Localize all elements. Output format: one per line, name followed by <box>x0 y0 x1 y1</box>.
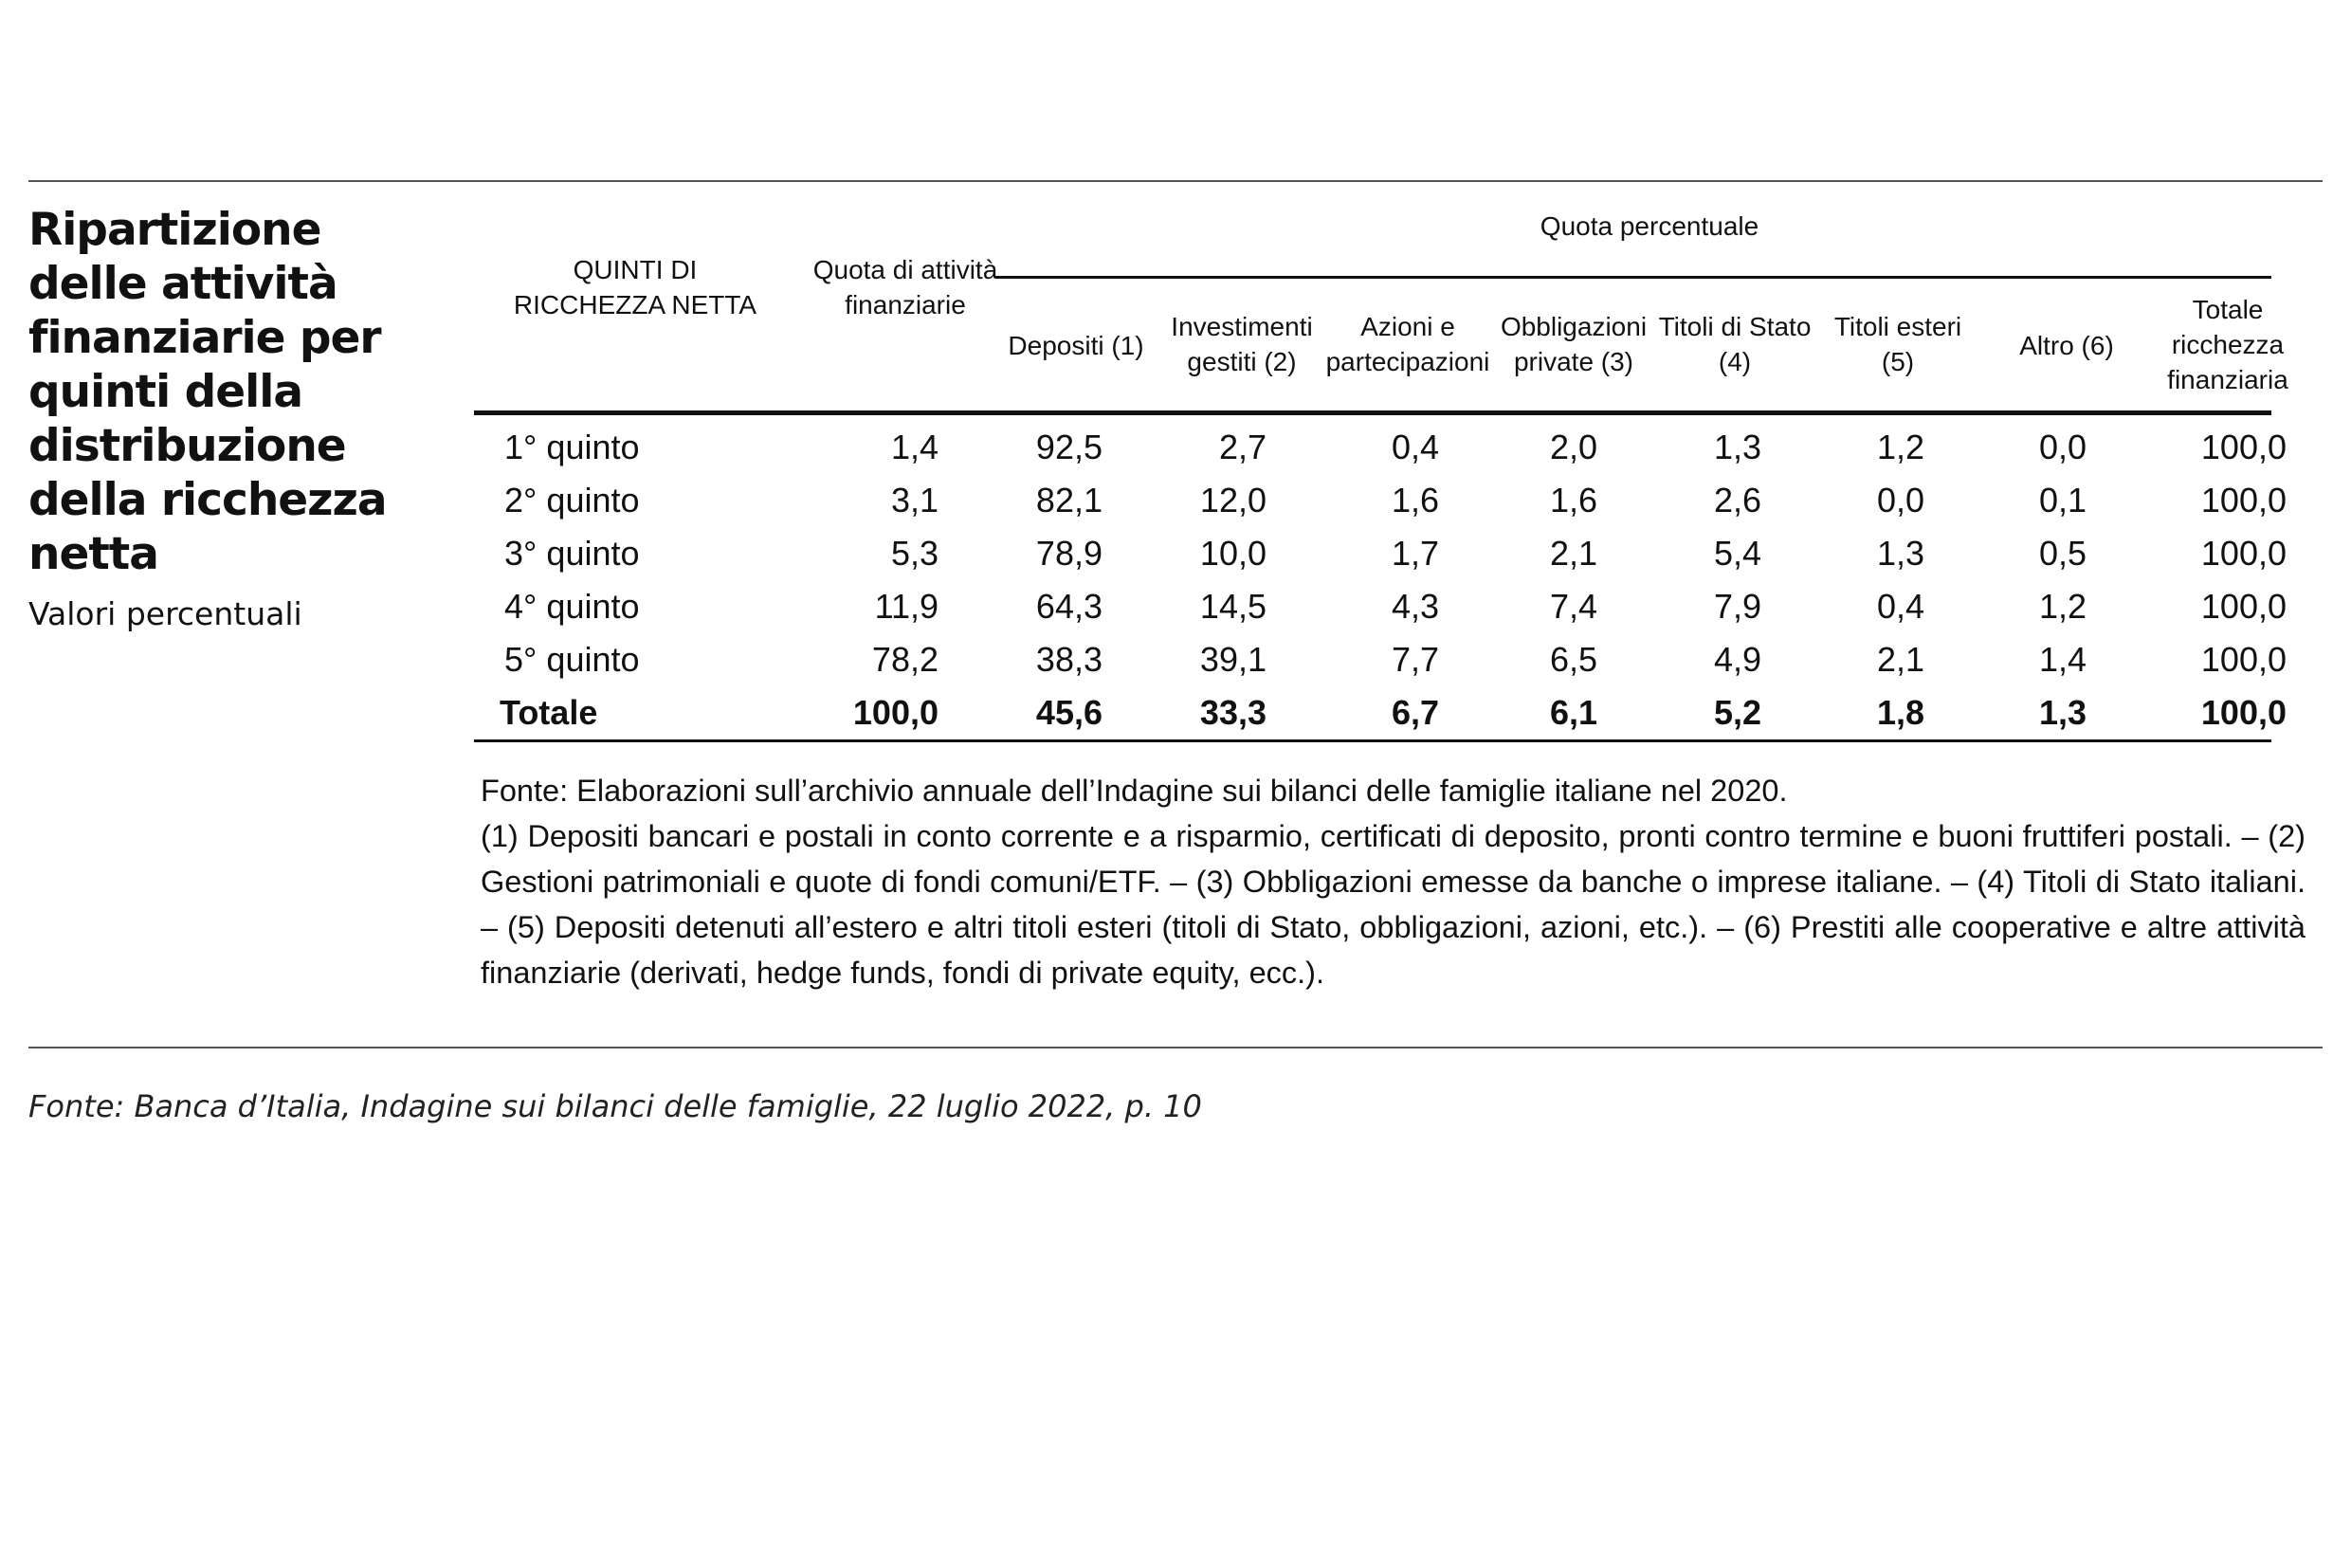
table-cell: 1,8 <box>1876 693 1924 732</box>
table-cell: 100,0 <box>2200 481 2287 520</box>
table-cell: 6,7 <box>1391 693 1439 732</box>
table-cell: 5,4 <box>1713 534 1761 573</box>
table-cell: 1,4 <box>890 428 939 466</box>
table-cell: 100,0 <box>2200 693 2287 732</box>
row-label: 5° quinto <box>504 640 640 679</box>
table-cell: 39,1 <box>1199 640 1267 679</box>
row-label: Totale <box>500 693 598 732</box>
table-row <box>474 421 2287 474</box>
table-cell: 100,0 <box>852 693 939 732</box>
table-cell: 33,3 <box>1199 693 1267 732</box>
table-cell: 2,6 <box>1713 481 1761 520</box>
table-cell: 0,0 <box>2038 428 2087 466</box>
top-divider <box>28 180 2323 182</box>
group-header-line <box>995 276 2271 279</box>
table-cell: 12,0 <box>1199 481 1267 520</box>
side-subtitle: Valori percentuali <box>28 595 302 632</box>
table-cell: 92,5 <box>1035 428 1103 466</box>
header-quintile: QUINTI DI RICCHEZZA NETTA <box>513 255 757 319</box>
header-totale: Totale ricchezza finanziaria <box>2167 295 2288 394</box>
table-row <box>474 527 2287 580</box>
table-cell: 7,9 <box>1713 587 1761 626</box>
table-cell: 0,1 <box>2038 481 2087 520</box>
row-label: 2° quinto <box>504 481 640 520</box>
table-total-row <box>474 686 2287 739</box>
table-cell: 11,9 <box>874 587 939 626</box>
table-cell: 0,0 <box>1876 481 1924 520</box>
table-cell: 2,0 <box>1549 428 1597 466</box>
header-rule <box>474 410 2271 415</box>
header-obbligazioni: Obbligazioni private (3) <box>1500 312 1648 376</box>
table-cell: 4,9 <box>1713 640 1761 679</box>
notes-footnotes: (1) Depositi bancari e postali in conto corrente e a risparmio, certificati di deposito, pronti contro termine e buoni fruttiferi postali. – (2) Gestioni patrimoniali e quote di fondi comuni/ETF. – (3) Obbligazioni emesse da banche o imprese italiane. – (4) Titoli di Stato italiani. – (5) Depositi detenuti all’estero e altri titoli esteri (titoli di Stato, obbligazioni, azioni, etc.). – (6) Prestiti alle cooperative e altre attività finanziarie (derivati, hedge funds, fondi di private equity, ecc.). <box>481 819 2305 990</box>
table-cell: 100,0 <box>2200 534 2287 573</box>
row-label: 1° quinto <box>504 428 640 466</box>
table-cell: 38,3 <box>1035 640 1103 679</box>
table-cell: 100,0 <box>2200 428 2287 466</box>
table-cell: 10,0 <box>1199 534 1267 573</box>
table-cell: 45,6 <box>1035 693 1103 732</box>
table-cell: 2,1 <box>1876 640 1924 679</box>
table-cell: 0,4 <box>1876 587 1924 626</box>
table-cell: 5,2 <box>1713 693 1761 732</box>
table-cell: 1,2 <box>2038 587 2087 626</box>
table-cell: 0,4 <box>1391 428 1439 466</box>
row-label: 3° quinto <box>504 534 640 573</box>
table-cell: 7,4 <box>1549 587 1597 626</box>
table-cell: 1,4 <box>2038 640 2087 679</box>
table-row <box>474 474 2287 527</box>
table-cell: 78,9 <box>1035 534 1103 573</box>
header-investimenti: Investimenti gestiti (2) <box>1171 312 1313 376</box>
table-row <box>474 633 2287 686</box>
notes-source: Fonte: Elaborazioni sull’archivio annuale dell’Indagine sui bilanci delle famiglie italiane nel 2020. <box>481 774 1788 808</box>
table-end-rule <box>474 739 2271 742</box>
header-azioni: Azioni e partecipazioni <box>1325 312 1490 376</box>
table-cell: 4,3 <box>1391 587 1439 626</box>
table-cell: 82,1 <box>1035 481 1103 520</box>
table-cell: 2,1 <box>1549 534 1597 573</box>
table-row <box>474 580 2287 633</box>
table-cell: 7,7 <box>1391 640 1439 679</box>
bottom-divider <box>28 1047 2323 1048</box>
table-cell: 1,6 <box>1549 481 1597 520</box>
header-titoli-stato: Titoli di Stato (4) <box>1658 312 1812 376</box>
row-label: 4° quinto <box>504 587 640 626</box>
table-cell: 100,0 <box>2200 587 2287 626</box>
table-cell: 1,3 <box>2038 693 2087 732</box>
table-cell: 1,7 <box>1391 534 1439 573</box>
table-cell: 6,1 <box>1549 693 1597 732</box>
group-header: Quota percentuale <box>1540 211 1759 241</box>
header-depositi: Depositi (1) <box>1008 331 1144 360</box>
table-cell: 78,2 <box>871 640 939 679</box>
table-cell: 2,7 <box>1218 428 1267 466</box>
table-cell: 1,3 <box>1713 428 1761 466</box>
table-cell: 0,5 <box>2038 534 2087 573</box>
header-titoli-esteri: Titoli esteri (5) <box>1833 312 1962 376</box>
table-cell: 1,6 <box>1391 481 1439 520</box>
table-notes <box>481 768 2305 995</box>
table-cell: 100,0 <box>2200 640 2287 679</box>
table-cell: 6,5 <box>1549 640 1597 679</box>
header-altro: Altro (6) <box>2019 331 2114 360</box>
side-title: Ripartizione delle attività finanziarie per quinti della distribuzione della ricchezza netta <box>28 204 387 580</box>
table-cell: 5,3 <box>890 534 939 573</box>
footer-source: Fonte: Banca d’Italia, Indagine sui bilanci delle famiglie, 22 luglio 2022, p. 10 <box>28 1088 1202 1124</box>
table-cell: 1,3 <box>1876 534 1924 573</box>
table-cell: 14,5 <box>1199 587 1267 626</box>
table-cell: 64,3 <box>1035 587 1103 626</box>
table-cell: 1,2 <box>1876 428 1924 466</box>
header-share: Quota di attività finanziarie <box>812 255 998 319</box>
table-cell: 3,1 <box>890 481 939 520</box>
